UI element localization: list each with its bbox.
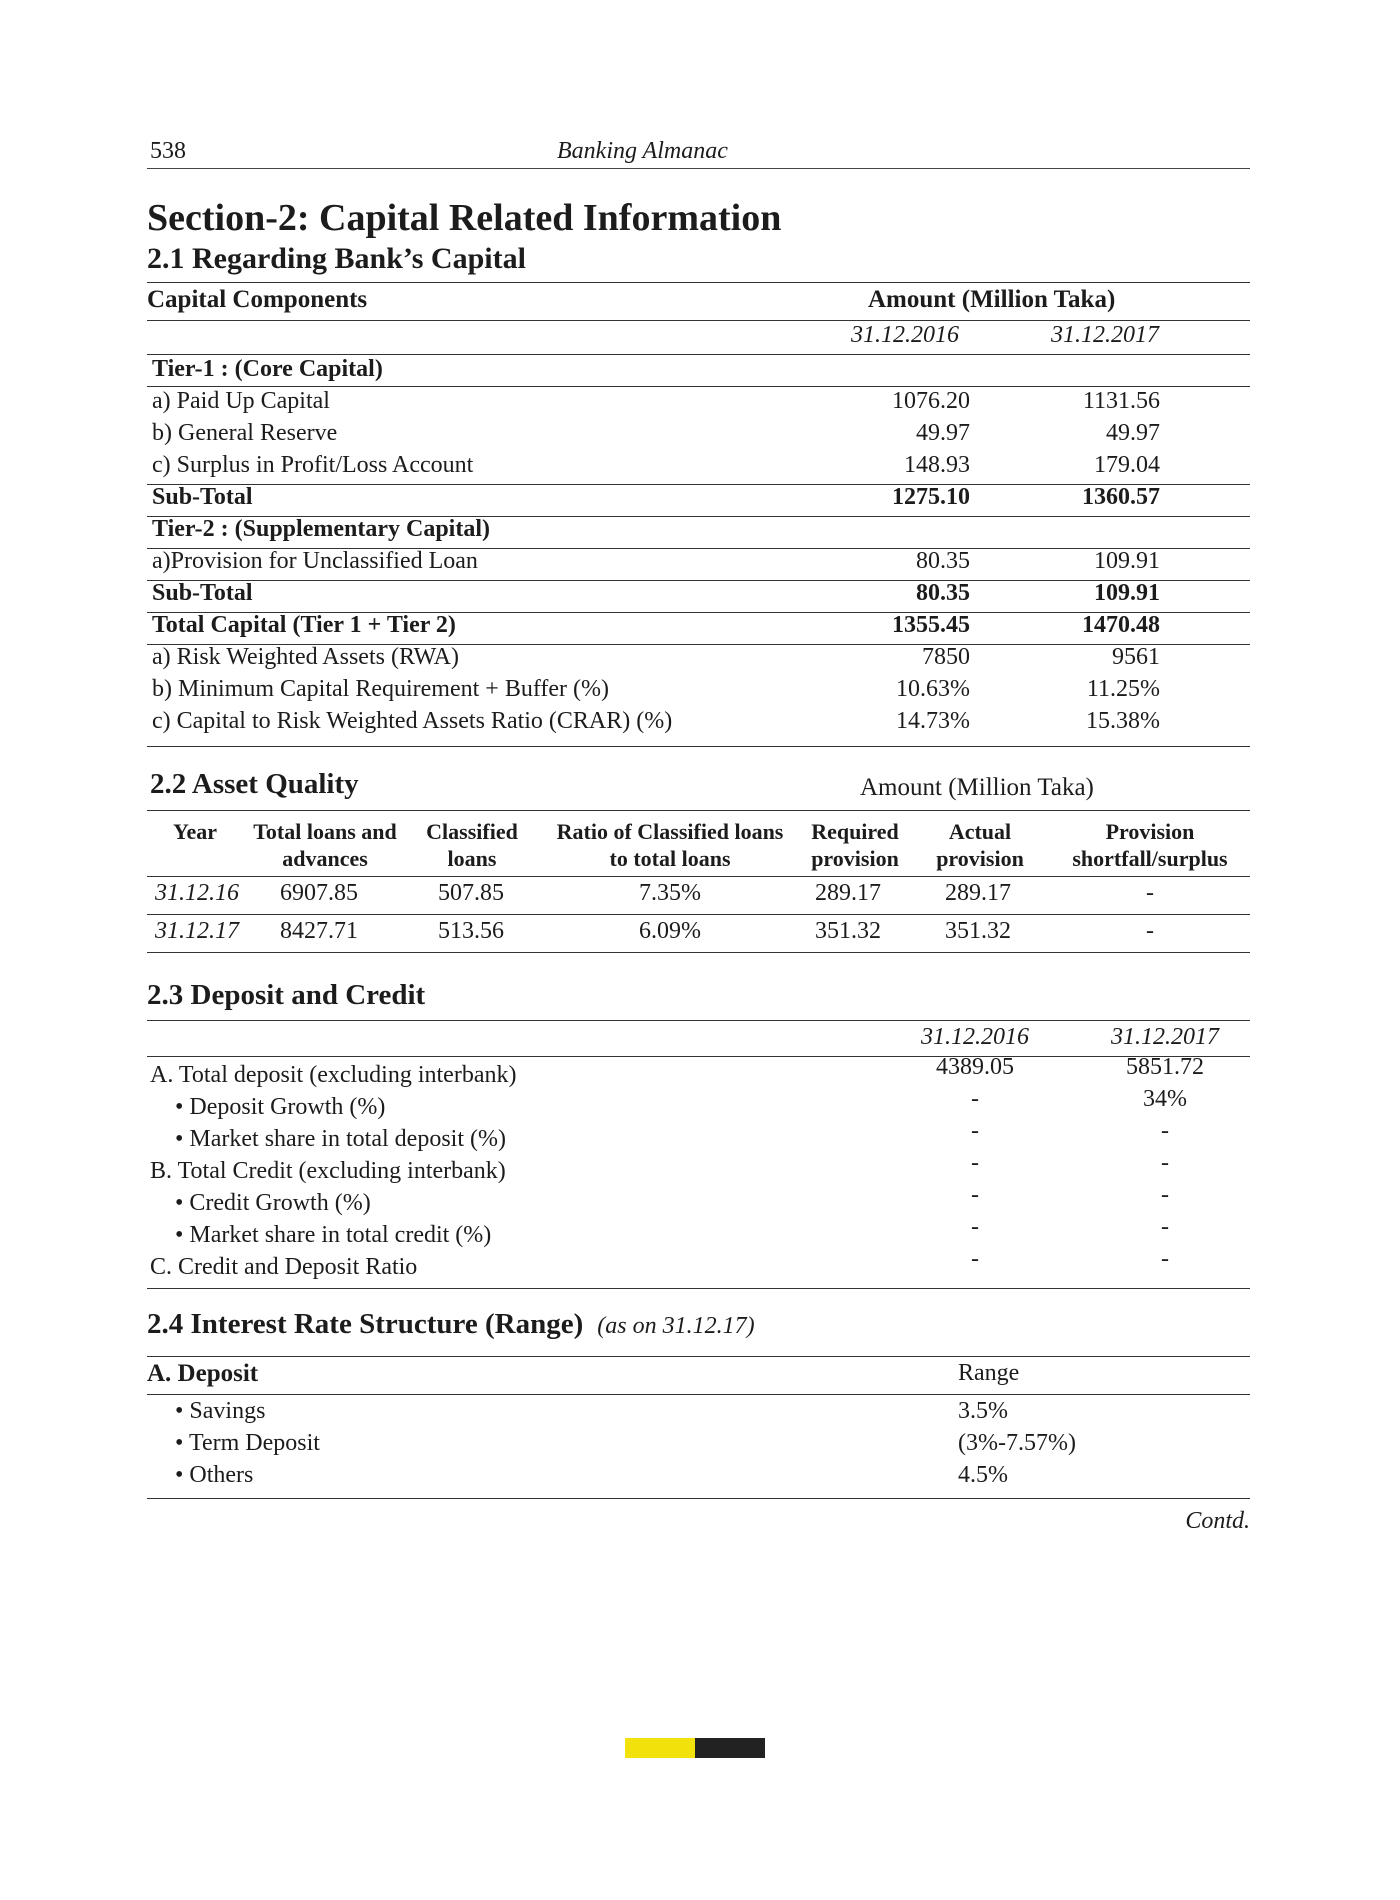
interest-rate-row-label: • Others — [175, 1462, 254, 1488]
capital-year-2016: 31.12.2016 — [851, 322, 959, 348]
deposit-credit-value-2016: 4389.05 — [936, 1054, 1014, 1080]
deposit-year-2016: 31.12.2016 — [921, 1024, 1029, 1050]
interest-rate-row-label: • Term Deposit — [175, 1430, 320, 1456]
asset-quality-cell: 8427.71 — [280, 918, 358, 944]
capital-row-value-2017: 9561 — [1112, 644, 1160, 670]
rule — [147, 612, 1250, 613]
rule — [147, 354, 1250, 355]
rule — [147, 484, 1250, 485]
capital-row-value-2017: 11.25% — [1086, 676, 1160, 702]
capital-row-value-2016: 7850 — [922, 644, 970, 670]
capital-row-value-2016: 80.35 — [916, 548, 970, 574]
rule — [147, 548, 1250, 549]
rule — [147, 516, 1250, 517]
asset-quality-col-header — [800, 818, 910, 872]
section-title: Section-2: Capital Related Information — [147, 197, 782, 239]
asset-quality-col-header-line: to total loans — [609, 846, 731, 871]
running-title: Banking Almanac — [557, 138, 728, 164]
asset-quality-col-header-line: shortfall/surplus — [1072, 846, 1228, 871]
capital-row-value-2017: 1470.48 — [1082, 612, 1160, 638]
range-column-header: Range — [958, 1360, 1020, 1386]
deposit-column-header: A. Deposit — [147, 1360, 259, 1387]
asset-quality-col-header — [150, 818, 240, 845]
capital-row-value-2017: 1131.56 — [1082, 388, 1160, 414]
asset-quality-col-header-line: Actual — [948, 819, 1012, 844]
asset-quality-cell: 351.32 — [945, 918, 1011, 944]
deposit-year-2017: 31.12.2017 — [1111, 1024, 1219, 1050]
asset-quality-col-header-line: Provision — [1105, 819, 1195, 844]
asset-quality-col-header-line: advances — [282, 846, 368, 871]
asset-quality-col-header-line: provision — [811, 846, 899, 871]
rule — [147, 952, 1250, 953]
asset-quality-cell: - — [1146, 918, 1154, 944]
capital-row-label: c) Surplus in Profit/Loss Account — [152, 452, 474, 478]
asset-quality-cell: - — [1146, 880, 1154, 906]
deposit-credit-row-label: A. Total deposit (excluding interbank) — [150, 1062, 517, 1088]
deposit-credit-value-2017: - — [1161, 1182, 1169, 1208]
capital-row-value-2016: 1076.20 — [892, 388, 970, 414]
asset-quality-cell: 6.09% — [639, 918, 701, 944]
rule — [147, 386, 1250, 387]
capital-row-label: Sub-Total — [152, 580, 253, 606]
rule — [147, 644, 1250, 645]
deposit-credit-value-2016: - — [971, 1086, 979, 1112]
deposit-credit-row-label: B. Total Credit (excluding interbank) — [150, 1158, 506, 1184]
asset-quality-col-header-line: Classified — [426, 819, 518, 844]
capital-row-value-2016: 148.93 — [904, 452, 970, 478]
asset-quality-col-header-line: Total loans and — [253, 819, 397, 844]
asset-quality-cell: 7.35% — [639, 880, 701, 906]
capital-row-value-2017: 109.91 — [1094, 580, 1160, 606]
asset-quality-col-header-line: Year — [173, 819, 217, 844]
capital-row-value-2016: 49.97 — [916, 420, 970, 446]
rule — [147, 282, 1250, 283]
capital-row-value-2016: 14.73% — [896, 708, 970, 734]
capital-year-2017: 31.12.2017 — [1051, 322, 1159, 348]
rule — [147, 876, 1250, 877]
asset-quality-cell: 289.17 — [815, 880, 881, 906]
deposit-credit-value-2016: - — [971, 1118, 979, 1144]
deposit-credit-value-2016: - — [971, 1182, 979, 1208]
asset-quality-cell: 351.32 — [815, 918, 881, 944]
page-number: 538 — [150, 138, 186, 164]
capital-row-label: a)Provision for Unclassified Loan — [152, 548, 478, 574]
deposit-credit-row-label: • Deposit Growth (%) — [175, 1094, 386, 1120]
deposit-credit-row-label: C. Credit and Deposit Ratio — [150, 1254, 418, 1280]
asset-quality-col-header-line: provision — [936, 846, 1024, 871]
capital-row-value-2017: 179.04 — [1094, 452, 1160, 478]
capital-row-value-2017: 109.91 — [1094, 548, 1160, 574]
interest-rate-title-row — [147, 1308, 755, 1341]
deposit-credit-row-label: • Market share in total deposit (%) — [175, 1126, 506, 1152]
asset-quality-col-header-line: Ratio of Classified loans — [556, 819, 784, 844]
asset-quality-cell: 513.56 — [438, 918, 504, 944]
capital-row-value-2017: 49.97 — [1106, 420, 1160, 446]
rule — [147, 580, 1250, 581]
asset-quality-cell: 289.17 — [945, 880, 1011, 906]
footer-yellow-bar — [625, 1738, 695, 1758]
capital-row-label: a) Risk Weighted Assets (RWA) — [152, 644, 459, 670]
rule — [147, 1394, 1250, 1395]
asset-quality-year: 31.12.16 — [155, 880, 239, 906]
rule — [147, 1288, 1250, 1289]
interest-rate-row-label: • Savings — [175, 1398, 266, 1424]
deposit-credit-value-2017: - — [1161, 1246, 1169, 1272]
deposit-credit-value-2016: - — [971, 1150, 979, 1176]
capital-row-label: Tier-2 : (Supplementary Capital) — [152, 516, 490, 542]
capital-row-value-2016: 1275.10 — [892, 484, 970, 510]
asset-quality-heading: 2.2 Asset Quality — [150, 768, 359, 800]
deposit-credit-value-2017: - — [1161, 1214, 1169, 1240]
asset-quality-amount-note: Amount (Million Taka) — [860, 774, 1094, 801]
rule — [147, 810, 1250, 811]
capital-row-label: c) Capital to Risk Weighted Assets Ratio (CRAR) (%) — [152, 708, 673, 734]
rule — [147, 914, 1250, 915]
asset-quality-col-header-line: Required — [811, 819, 899, 844]
footer-black-bar — [695, 1738, 765, 1758]
asset-quality-col-header — [412, 818, 532, 872]
rule — [147, 1020, 1250, 1021]
capital-row-label: Sub-Total — [152, 484, 253, 510]
interest-rate-row-range: (3%-7.57%) — [958, 1430, 1076, 1456]
capital-row-label: a) Paid Up Capital — [152, 388, 330, 414]
asset-quality-col-header-line: loans — [447, 846, 497, 871]
capital-row-label: Total Capital (Tier 1 + Tier 2) — [152, 612, 456, 638]
deposit-credit-value-2017: 34% — [1143, 1086, 1187, 1112]
asset-quality-cell: 6907.85 — [280, 880, 358, 906]
deposit-credit-heading: 2.3 Deposit and Credit — [147, 979, 426, 1011]
asset-quality-year: 31.12.17 — [155, 918, 239, 944]
rule — [147, 746, 1250, 747]
asset-quality-col-header — [540, 818, 800, 872]
interest-rate-as-on: (as on 31.12.17) — [597, 1313, 755, 1339]
deposit-credit-row-label: • Market share in total credit (%) — [175, 1222, 492, 1248]
rule — [147, 1356, 1250, 1357]
deposit-credit-value-2017: - — [1161, 1150, 1169, 1176]
page-header — [147, 136, 1250, 169]
capital-row-value-2016: 1355.45 — [892, 612, 970, 638]
capital-components-header: Capital Components — [147, 286, 368, 313]
deposit-credit-value-2016: - — [971, 1214, 979, 1240]
rule — [147, 1056, 1250, 1057]
interest-rate-row-range: 3.5% — [958, 1398, 1008, 1424]
asset-quality-col-header — [1050, 818, 1250, 872]
capital-row-value-2016: 10.63% — [896, 676, 970, 702]
capital-row-value-2016: 80.35 — [916, 580, 970, 606]
deposit-credit-value-2017: 5851.72 — [1126, 1054, 1204, 1080]
capital-row-label: b) General Reserve — [152, 420, 338, 446]
capital-row-label: Tier-1 : (Core Capital) — [152, 356, 383, 382]
rule — [147, 320, 1250, 321]
deposit-credit-value-2016: - — [971, 1246, 979, 1272]
interest-rate-heading: 2.4 Interest Rate Structure (Range) — [147, 1308, 584, 1340]
capital-heading: 2.1 Regarding Bank’s Capital — [147, 242, 526, 275]
deposit-credit-value-2017: - — [1161, 1118, 1169, 1144]
capital-row-value-2017: 15.38% — [1086, 708, 1160, 734]
rule — [147, 1498, 1250, 1499]
asset-quality-col-header — [240, 818, 410, 872]
asset-quality-col-header — [915, 818, 1045, 872]
amount-header: Amount (Million Taka) — [868, 286, 1116, 313]
continued-note: Contd. — [1185, 1508, 1250, 1534]
capital-row-label: b) Minimum Capital Requirement + Buffer (%) — [152, 676, 609, 702]
capital-row-value-2017: 1360.57 — [1082, 484, 1160, 510]
deposit-credit-row-label: • Credit Growth (%) — [175, 1190, 371, 1216]
interest-rate-row-range: 4.5% — [958, 1462, 1008, 1488]
asset-quality-cell: 507.85 — [438, 880, 504, 906]
